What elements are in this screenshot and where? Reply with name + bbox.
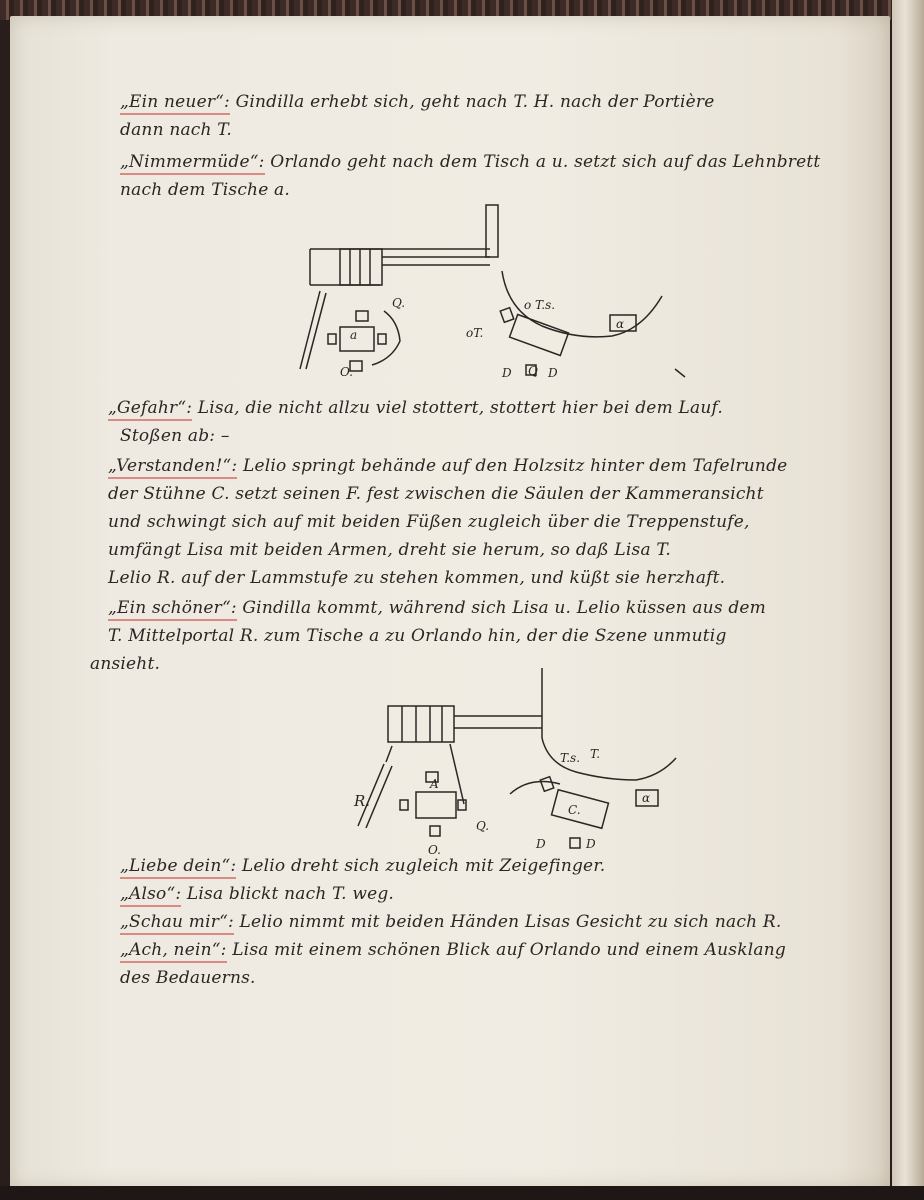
entry-line bbox=[120, 940, 786, 960]
cue-word: „Gefahr“: bbox=[108, 398, 193, 418]
sketch-label: T. bbox=[590, 747, 601, 761]
entry-line bbox=[108, 456, 787, 476]
entry-text: des Bedauerns. bbox=[120, 968, 256, 988]
sketch-label: α bbox=[616, 317, 625, 331]
stage-sketch-2 bbox=[330, 666, 720, 856]
sketch-label: O. bbox=[340, 365, 353, 379]
entry-text: der Stühne C. setzt seinen F. fest zwischen die Säulen der Kammeransicht bbox=[108, 484, 764, 504]
entry-line bbox=[90, 654, 160, 674]
sketch-label: D bbox=[502, 366, 512, 380]
entry-line bbox=[108, 626, 727, 646]
entry-text: T. Mittelportal R. zum Tische a zu Orlando hin, der die Szene unmutig bbox=[108, 626, 727, 646]
entry-line bbox=[120, 884, 394, 904]
entry-text: Gindilla erhebt sich, geht nach T. H. nach der Portière bbox=[235, 92, 715, 112]
sketch-wall-line bbox=[450, 744, 464, 804]
entry-text: Gindilla kommt, während sich Lisa u. Lelio küssen aus dem bbox=[242, 598, 767, 618]
sketch-label: D bbox=[536, 837, 546, 851]
sketch-label: Q bbox=[528, 364, 538, 378]
cue-word: „Nimmermüde“: bbox=[120, 152, 265, 172]
entry-text: Stoßen ab: – bbox=[120, 426, 230, 446]
cue-word: „Ein neuer“: bbox=[120, 92, 230, 112]
entry-line bbox=[108, 512, 750, 532]
sketch-label-a: a bbox=[350, 328, 358, 342]
sketch-label: O. bbox=[428, 843, 441, 857]
entry-text: Lisa mit einem schönen Blick auf Orlando und einem Ausklang bbox=[232, 940, 786, 960]
entry-line bbox=[120, 912, 781, 932]
entry-line bbox=[120, 92, 714, 112]
sketch-table-a bbox=[416, 792, 456, 818]
entry-text: Lelio R. auf der Lammstufe zu stehen kommen, und küßt sie herzhaft. bbox=[108, 568, 726, 588]
sketch-label: A bbox=[430, 777, 439, 791]
sketch-stairs bbox=[340, 249, 382, 285]
sketch-label: o T.s. bbox=[524, 298, 556, 312]
entry-line bbox=[108, 484, 764, 504]
sketch-label: α bbox=[642, 791, 651, 805]
sketch-table-c bbox=[510, 314, 569, 355]
sketch-label: D bbox=[586, 837, 596, 851]
entry-line bbox=[120, 426, 230, 446]
sketch-label: T.s. bbox=[560, 751, 581, 765]
manuscript-page bbox=[10, 16, 890, 1188]
cue-word: „Verstanden!“: bbox=[108, 456, 238, 476]
sketch-label: oT. bbox=[466, 326, 484, 340]
entry-text: Lelio nimmt mit beiden Händen Lisas Gesicht zu sich nach R. bbox=[239, 912, 782, 932]
entry-text: umfängt Lisa mit beiden Armen, dreht sie herum, so daß Lisa T. bbox=[108, 540, 672, 560]
entry-line bbox=[120, 180, 290, 200]
sketch-wall-line bbox=[386, 746, 392, 762]
sketch-label: D bbox=[548, 366, 558, 380]
entry-line bbox=[108, 398, 723, 418]
entry-line bbox=[120, 968, 256, 988]
entry-line bbox=[108, 540, 671, 560]
cue-word: „Ach, nein“: bbox=[120, 940, 227, 960]
cue-word: „Liebe dein“: bbox=[120, 856, 237, 876]
entry-text: ansieht. bbox=[90, 654, 161, 674]
book-page-edges bbox=[892, 0, 924, 1200]
entry-text: Lisa blickt nach T. weg. bbox=[186, 884, 395, 904]
sketch-label: R. bbox=[354, 792, 371, 810]
sketch-label: Q. bbox=[392, 296, 406, 310]
sketch-label: C. bbox=[568, 803, 581, 817]
entry-line bbox=[120, 152, 820, 172]
entry-line bbox=[108, 568, 725, 588]
entry-text: Lelio dreht sich zugleich mit Zeigefinger. bbox=[241, 856, 606, 876]
entry-text: nach dem Tische a. bbox=[120, 180, 290, 200]
sketch-stairs bbox=[388, 706, 454, 742]
sketch-label: Q. bbox=[476, 819, 490, 833]
entry-text: Orlando geht nach dem Tisch a u. setzt sich auf das Lehnbrett bbox=[270, 152, 821, 172]
entry-text: Lisa, die nicht allzu viel stottert, stottert hier bei dem Lauf. bbox=[197, 398, 723, 418]
cue-word: „Also“: bbox=[120, 884, 182, 904]
stage-sketch-1 bbox=[280, 201, 710, 380]
entry-line bbox=[120, 120, 232, 140]
entry-line bbox=[108, 598, 766, 618]
book-edge-bottom bbox=[0, 1186, 924, 1200]
entry-text: Lelio springt behände auf den Holzsitz hinter dem Tafelrunde bbox=[242, 456, 788, 476]
entry-line bbox=[120, 856, 605, 876]
entry-text: und schwingt sich auf mit beiden Füßen zugleich über die Treppenstufe, bbox=[108, 512, 750, 532]
cue-word: „Schau mir“: bbox=[120, 912, 234, 932]
cue-word: „Ein schöner“: bbox=[108, 598, 237, 618]
entry-text: dann nach T. bbox=[120, 120, 232, 140]
